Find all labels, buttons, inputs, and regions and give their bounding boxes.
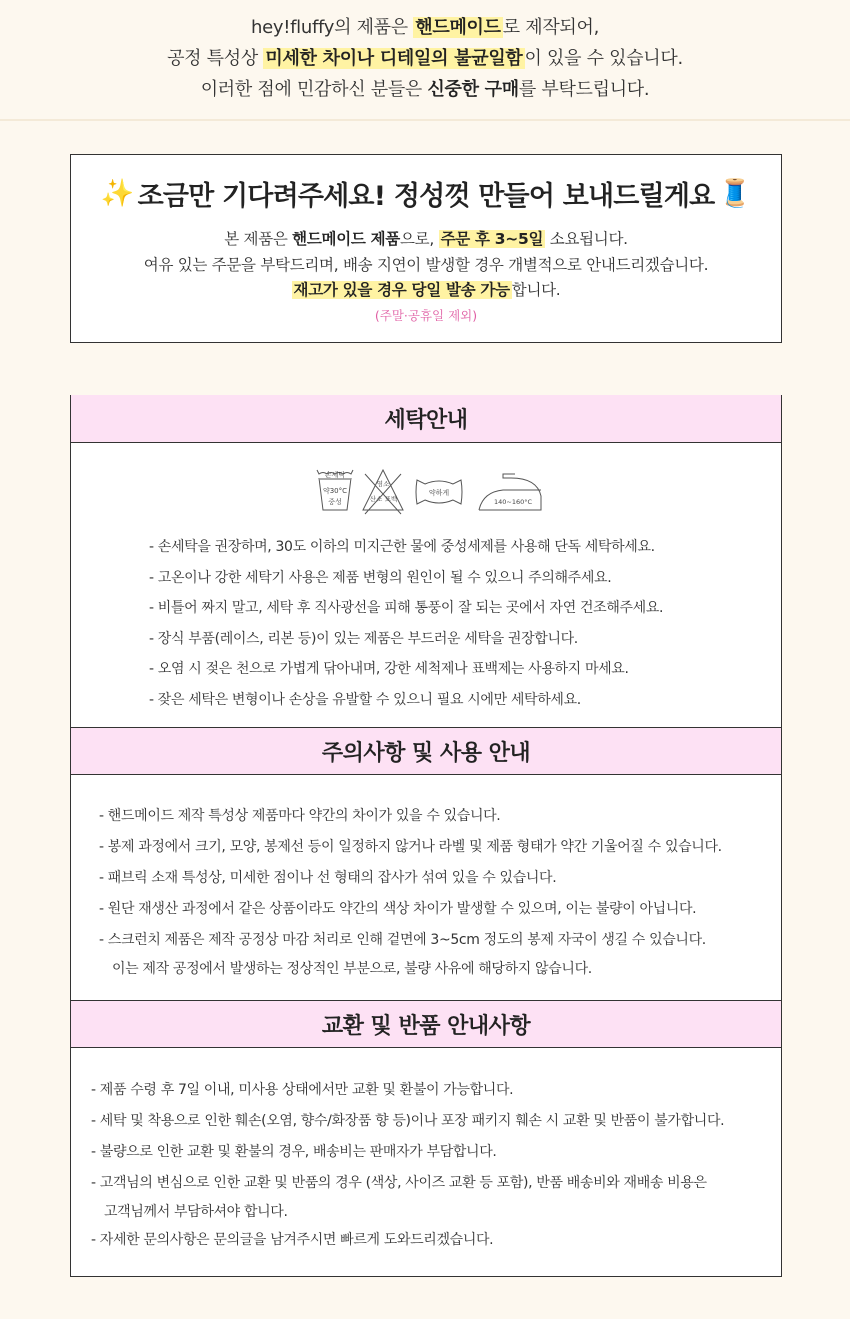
list-item: - 세탁 및 착용으로 인한 훼손(오염, 향수/화장품 향 등)이나 포장 패키지 훼손 시 교환 및 반품이 불가합니다. [91, 1113, 725, 1129]
notice-text: 으로, [399, 230, 439, 248]
list-item: - 손세탁을 권장하며, 30도 이하의 미지근한 물에 중성세제를 사용해 단독 세탁하세요. [149, 539, 655, 555]
divider [0, 119, 850, 121]
list-item: - 잦은 세탁은 변형이나 손상을 유발할 수 있으니 필요 시에만 세탁하세요. [149, 691, 581, 708]
list-item: - 자세한 문의사항은 문의글을 남겨주시면 빠르게 도와드리겠습니다. [91, 1232, 494, 1248]
no-bleach-oxygen: 산소 [369, 495, 383, 503]
no-bleach-icon [363, 470, 403, 514]
list-item: - 불량으로 인한 교환 및 환불의 경우, 배송비는 판매자가 부담합니다. [91, 1144, 497, 1160]
list-item-text: - 고객님의 변심으로 인한 교환 및 반품의 경우 (색상, 사이즈 교환 등 포함), 반품 배송비와 재배송 비용은 [91, 1175, 707, 1191]
iron-temp-label: 140~160°C [493, 498, 533, 506]
notice-line-3 [71, 278, 781, 304]
hand-wash-temp: 약30°C [322, 487, 348, 495]
caution-header: 주의사항 및 사용 안내 [71, 727, 781, 775]
notice-highlight-same-day: 재고가 있을 경우 당일 발송 가능 [293, 281, 510, 299]
intro-highlight-handmade: 핸드메이드 [415, 17, 501, 38]
list-item: - 패브릭 소재 특성상, 미세한 점이나 선 형태의 잡사가 섞여 있을 수 있습니다. [99, 870, 557, 886]
no-bleach-chlorine: 염소 [376, 480, 390, 488]
intro-text: 로 제작되어, [502, 17, 600, 38]
notice-title [71, 173, 781, 213]
intro-highlight-differences: 미세한 차이나 디테일의 불균일함 [265, 48, 523, 69]
intro-text: hey!fluffy의 제품은 [250, 17, 414, 38]
intro-section [0, 0, 850, 118]
intro-text: 공정 특성상 [167, 48, 264, 69]
list-item [91, 1168, 724, 1225]
intro-line-1 [0, 12, 850, 43]
wash-guide-list [149, 532, 663, 716]
list-item-continuation: 고객님께서 부담하셔야 합니다. [104, 1204, 288, 1220]
notice-text: 본 제품은 [224, 230, 293, 248]
list-item: - 장식 부품(레이스, 리본 등)이 있는 제품은 부드러운 세탁을 권장합니다. [149, 630, 578, 647]
list-item-text: - 스크런치 제품은 제작 공정상 마감 처리로 인해 겉면에 3~5cm 정도의 봉제 자국이 생길 수 있습니다. [99, 932, 706, 948]
wring-label: 약하게 [428, 489, 450, 497]
notice-title-text: 조금만 기다려주세요! 정성껏 만들어 보내드릴게요 [137, 180, 715, 212]
list-item: - 제품 수령 후 7일 이내, 미사용 상태에서만 교환 및 환불이 가능합니다. [91, 1082, 514, 1098]
list-item-continuation: 이는 제작 공정에서 발생하는 정상적인 부분으로, 불량 사유에 해당하지 않습니다. [112, 961, 592, 977]
intro-bold-careful-purchase: 신중한 구매 [427, 79, 519, 100]
thread-spool-icon: 🧵 [718, 178, 752, 209]
list-item: - 원단 재생산 과정에서 같은 상품이라도 약간의 색상 차이가 발생할 수 있으며, 이는 불량이 아닙니다. [99, 901, 697, 917]
notice-line-1 [71, 227, 781, 253]
intro-line-2 [0, 43, 850, 74]
exchange-return-list [91, 1075, 724, 1256]
notice-line-2: 여유 있는 주문을 부탁드리며, 배송 지연이 발생할 경우 개별적으로 안내드리겠습니다. [143, 255, 709, 274]
care-info-box [70, 395, 782, 1277]
notice-highlight-lead-time: 주문 후 3~5일 [440, 230, 544, 248]
intro-text: 를 부탁드립니다. [518, 79, 650, 100]
list-item: - 핸드메이드 제작 특성상 제품마다 약간의 차이가 있을 수 있습니다. [99, 808, 501, 824]
list-item: - 봉제 과정에서 크기, 모양, 봉제선 등이 일정하지 않거나 라벨 및 제품 형태가 약간 기울어질 수 있습니다. [99, 839, 722, 855]
shipping-notice-box [70, 154, 782, 343]
no-bleach-bleach: 표백 [384, 495, 398, 503]
sparkles-icon: ✨ [100, 178, 134, 209]
notice-bold-handmade: 핸드메이드 제품 [292, 230, 400, 248]
intro-text: 이러한 점에 민감하신 분들은 [200, 79, 428, 100]
notice-weekend-note: (주말·공휴일 제외) [374, 307, 478, 323]
wash-guide-header: 세탁안내 [71, 395, 781, 443]
intro-text: 이 있을 수 있습니다. [524, 48, 683, 69]
hand-wash-detergent: 중성 [328, 498, 342, 506]
wash-symbols [315, 466, 545, 518]
notice-body [71, 227, 781, 324]
notice-text: 합니다. [511, 281, 561, 299]
notice-text: 소요됩니다. [545, 230, 628, 248]
list-item [99, 925, 722, 982]
list-item: - 오염 시 젖은 천으로 가볍게 닦아내며, 강한 세척제나 표백제는 사용하지 마세요. [149, 661, 629, 678]
list-item: - 고온이나 강한 세탁기 사용은 제품 변형의 원인이 될 수 있으니 주의해주세요. [149, 569, 612, 586]
exchange-return-header: 교환 및 반품 안내사항 [71, 1000, 781, 1048]
list-item: - 비틀어 짜지 말고, 세탁 후 직사광선을 피해 통풍이 잘 되는 곳에서 자연 건조해주세요. [149, 600, 664, 617]
intro-line-3 [0, 74, 850, 105]
hand-wash-label: 손세탁 [324, 471, 346, 479]
caution-list [99, 801, 722, 982]
